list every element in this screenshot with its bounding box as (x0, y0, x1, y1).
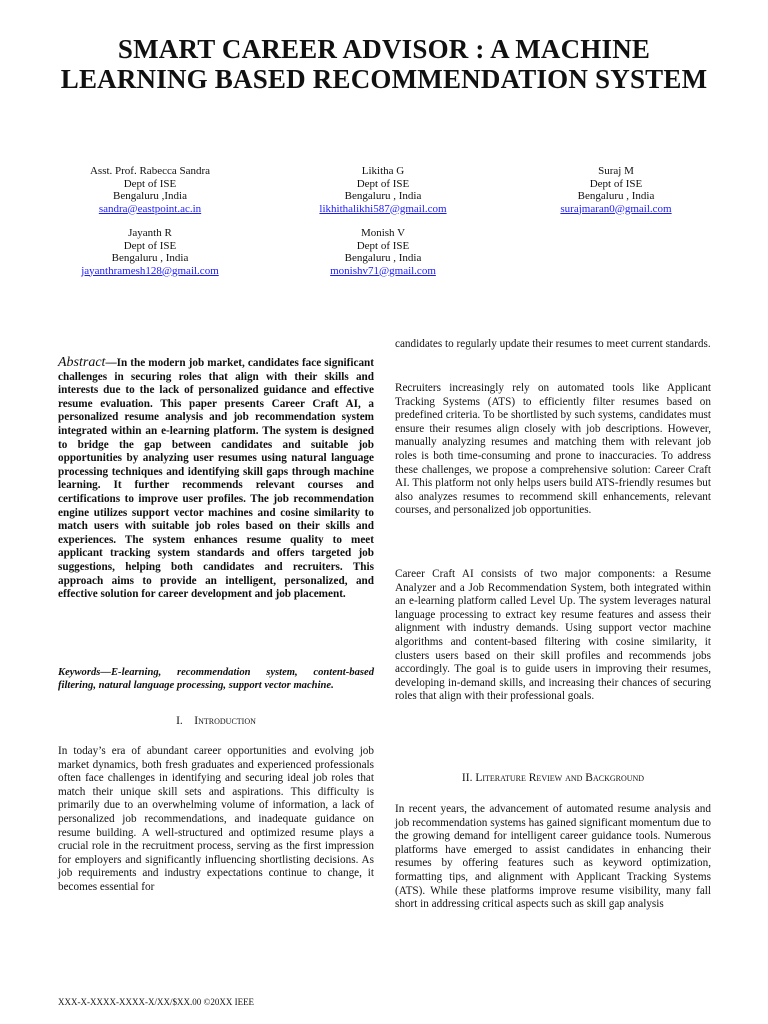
intro-paragraph: Recruiters increasingly rely on automated tools like Applicant Tracking Systems (ATS) to efficiently filter resumes based on predefined criteria. To be shortlisted by such systems, candidates must ensure their resumes align closely with job descriptions. However, manually analyzing resumes and matching them with relevant job roles is both time-consuming and prone to inaccuracies. To address these challenges, we propose a comprehensive solution: Career Craft AI. This platform not only helps users build ATS-friendly resumes but also analyzes resumes to recommend skill enhancements, relevant courses, and personalized job opportunities. (395, 382, 711, 517)
author-dept: Dept of ISE (123, 239, 177, 252)
section-heading-introduction: I. Introduction (176, 715, 256, 727)
intro-paragraph-continued: candidates to regularly update their resumes to meet current standards. (395, 338, 711, 350)
author-email-link[interactable]: likhithalikhi587@gmail.com (319, 202, 447, 215)
author-city: Bengaluru , India (111, 252, 189, 264)
author-dept: Dept of ISE (356, 239, 410, 252)
copyright-footer: XXX-X-XXXX-XXXX-X/XX/$XX.00 ©20XX IEEE (58, 997, 255, 1007)
author-email-link[interactable]: monishv71@gmail.com (330, 264, 436, 277)
author-block (278, 165, 488, 215)
author-dept: Dept of ISE (123, 177, 177, 190)
author-name: Asst. Prof. Rabecca Sandra (89, 165, 211, 177)
paper-title: SMART CAREER ADVISOR : A MACHINE LEARNING BASED RECOMMENDATION SYSTEM (60, 34, 708, 94)
abstract-section (58, 356, 374, 602)
abstract-paragraph (58, 356, 374, 602)
abstract-label: Abstract (58, 355, 106, 370)
author-name: Jayanth R (128, 227, 172, 239)
literature-paragraph: In recent years, the advancement of automated resume analysis and job recommendation systems has gained significant momentum due to the growing demand for intelligent career guidance tools. Numerous platforms have emerged to assist candidates in enhancing their resumes by offering features such as keyword optimization, formatting tips, and alignment with Applicant Tracking Systems (ATS). While these platforms improve resume visibility, many fall short in addressing critical aspects such as skill gap analysis (395, 803, 711, 911)
author-block (278, 227, 488, 277)
intro-paragraph: In today’s era of abundant career opportunities and evolving job market dynamics, both fresh graduates and experienced professionals often face challenges in identifying and securing ideal job roles that match their unique skill sets and aspirations. This difficulty is primarily due to an overwhelming volume of information, a lack of personalized job recommendations, and inadequate guidance on resume building. A well-structured and optimized resume plays a crucial role in the recruitment process, serving as the first impression for employers and significantly influencing shortlisting decisions. As job requirements and industry expectations continue to change, it becomes essential for (58, 745, 374, 893)
author-email-link[interactable]: jayanthramesh128@gmail.com (81, 264, 219, 277)
author-email-link[interactable]: surajmaran0@gmail.com (560, 202, 672, 215)
keywords: Keywords—E-learning, recommendation system, content-based filtering, natural language processing, support vector machine. (58, 667, 374, 691)
intro-paragraph: Career Craft AI consists of two major components: a Resume Analyzer and a Job Recommendation System, both integrated within an e-learning platform called Level Up. The system leverages natural language processing to extract key resume features and assess their alignment with industry demands. Using support vector machine algorithms and content-based filtering with cosine similarity, it clusters users based on their skill profiles and recommends jobs accordingly. The goal is to guide users in improving their resumes, developing in-demand skills, and increasing their chances of securing roles that align with their professional goals. (395, 568, 711, 703)
abstract-text: —In the modern job market, candidates face significant challenges in securing roles that align with their skills and interests due to the lack of personalized guidance and effective resume evaluation. This paper presents Career Craft AI, a personalized resume analysis and job recommendation system integrated within an e-learning platform. The system is designed to bridge the gap between candidates and suitable job opportunities by analyzing user resumes using natural language processing techniques and identifying skill gaps through machine learning. It further recommends relevant courses and certifications to improve user profiles. The job recommendation engine utilizes support vector machines and cosine similarity to match users with suitable job roles based on their skills and experiences. The system enhances resume quality to meet applicant tracking system standards and offers targeted job suggestions, helping both candidates and recruiters. This approach aims to provide an intelligent, personalized, and effective solution for career development and job placement. (58, 357, 374, 601)
author-name: Likitha G (361, 165, 405, 177)
author-block (45, 227, 255, 277)
author-city: Bengaluru , India (344, 252, 422, 264)
author-email-link[interactable]: sandra@eastpoint.ac.in (98, 202, 202, 215)
author-dept: Dept of ISE (589, 177, 643, 190)
author-city: Bengaluru , India (577, 190, 655, 202)
author-name: Monish V (360, 227, 406, 239)
author-city: Bengaluru , India (344, 190, 422, 202)
author-city: Bengaluru ,India (113, 190, 187, 202)
author-dept: Dept of ISE (356, 177, 410, 190)
author-block (45, 165, 255, 215)
section-heading-literature-review: II. Literature Review and Background (461, 772, 645, 784)
author-block (511, 165, 721, 215)
author-name: Suraj M (598, 165, 634, 177)
